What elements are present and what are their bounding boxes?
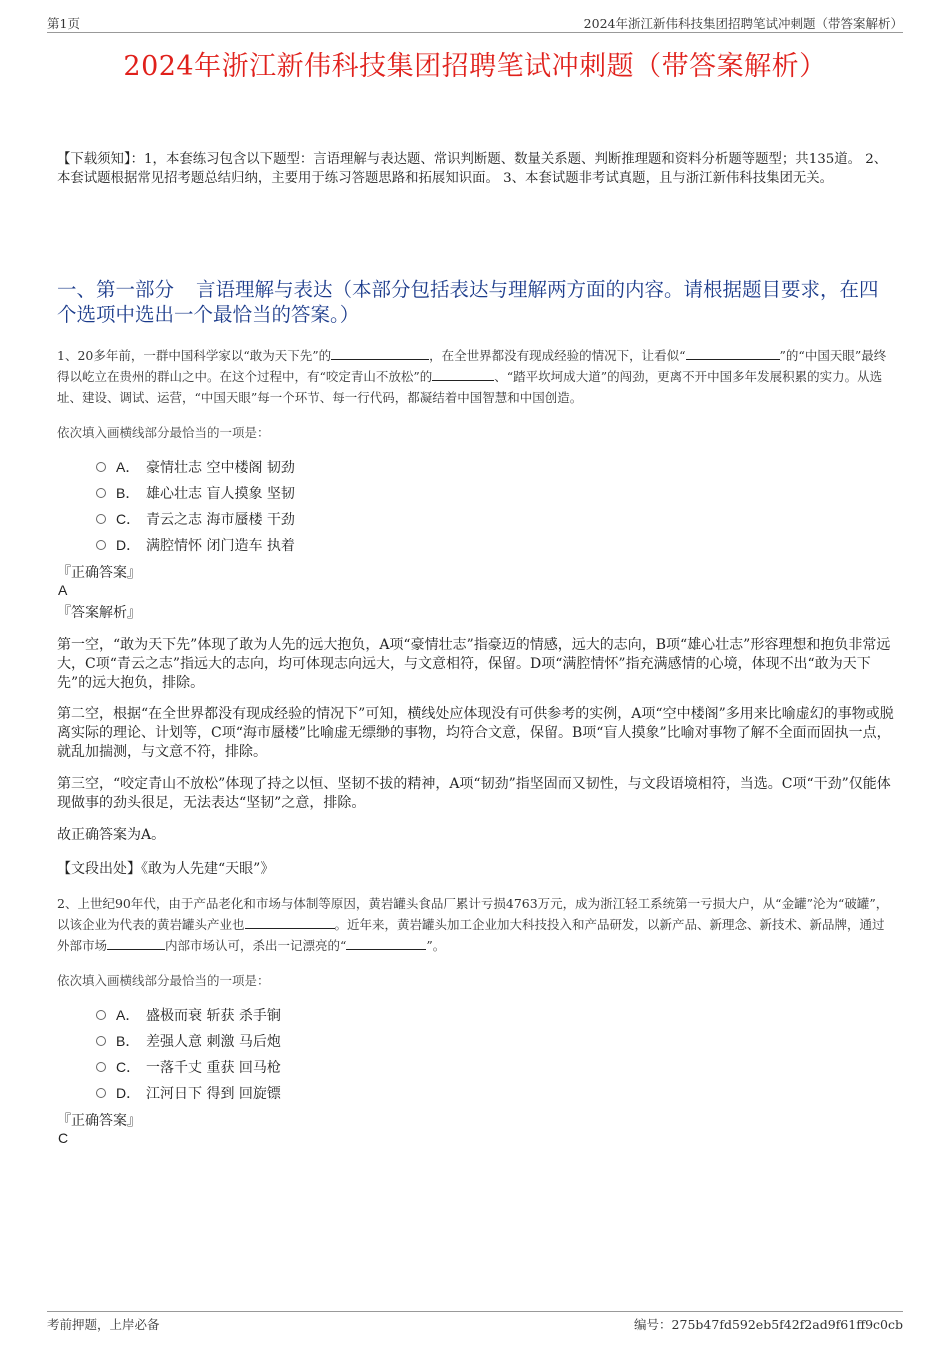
q1-text-3: ”的“中国天眼”最终得以屹立在贵州的群山之中。在这个过程中，有“咬定青山不放松”的: [57, 348, 887, 384]
q1-option-d[interactable]: D． 满腔情怀 闭门造车 执着: [96, 535, 295, 555]
q2-option-d[interactable]: D． 江河日下 得到 回旋镖: [96, 1083, 281, 1103]
radio-icon[interactable]: [96, 540, 106, 550]
q1-source: 【文段出处】《敢为人先建“天眼”》: [57, 861, 275, 877]
radio-icon[interactable]: [96, 1036, 106, 1046]
fill-blank: [686, 347, 780, 360]
q1-text-2: ，在全世界都没有现成经验的情况下，让看似“: [429, 348, 686, 363]
footer-slogan: 考前押题，上岸必备: [47, 1317, 160, 1332]
q2-text-1: 2、上世纪90年代，由于产品老化和市场与体制等原因，黄岩罐头食品厂累计亏损4763万元，成为浙江轻工系统第一亏损大户，从“金罐”沦为“破罐”，以该企业为代表的黄岩罐头产业也: [57, 896, 889, 932]
q1-text-4: 、“踏平坎坷成大道”的闯劲，更离不开中国多年发展积累的实力。从选址、建设、调试、运营，“中国天眼”每一个环节、每一行代码，都凝结着中国智慧和中国创造。: [57, 369, 883, 405]
q2-option-c[interactable]: C． 一落千丈 重获 回马枪: [96, 1057, 281, 1077]
section-part-label: 一、第一部分: [57, 278, 175, 301]
radio-icon[interactable]: [96, 1062, 106, 1072]
radio-icon[interactable]: [96, 1088, 106, 1098]
q1-option-a[interactable]: A． 豪情壮志 空中楼阁 韧劲: [96, 457, 295, 477]
fill-blank: [245, 916, 335, 929]
fill-blank: [331, 347, 429, 360]
radio-icon[interactable]: [96, 462, 106, 472]
radio-icon[interactable]: [96, 514, 106, 524]
q2-answer-label: 『正确答案』: [57, 1113, 141, 1129]
page-header: [47, 14, 903, 33]
page-number: 第1页: [47, 16, 80, 31]
q2-text-4: ”。: [426, 938, 446, 953]
q2-text-3: 内部市场认可，杀出一记漂亮的“: [165, 938, 347, 953]
q1-answer-label: 『正确答案』: [57, 565, 141, 581]
q2-text-2: 。近年来，黄岩罐头加工企业加大科技投入和产品研发，以新产品、新理念、新技术、新品牌，通过外部市场: [57, 917, 885, 953]
radio-icon[interactable]: [96, 1010, 106, 1020]
q1-option-c[interactable]: C． 青云之志 海市蜃楼 干劲: [96, 509, 295, 529]
footer-code: 编号：275b47fd592eb5f42f2ad9f61ff9c0cb: [634, 1317, 903, 1332]
q1-analysis-paragraph-1: 第一空，“敢为天下先”体现了敢为人先的远大抱负，A项“豪情壮志”指豪迈的情感，远大的志向，B项“雄心壮志”形容理想和抱负非常远大，C项“青云之志”指远大的志向，均可体现志向远大，与文意相符，保留。D项“满腔情怀”指充满感情的心境，体现不出“敢为天下先”的远大抱负，排除。: [57, 637, 891, 691]
q2-option-b[interactable]: B． 差强人意 刺激 马后炮: [96, 1031, 281, 1051]
q1-option-b[interactable]: B． 雄心壮志 盲人摸象 坚韧: [96, 483, 295, 503]
section-description: 言语理解与表达（本部分包括表达与理解两方面的内容。请根据题目要求，在四个选项中选出一个最恰当的答案。）: [57, 278, 879, 326]
q1-analysis-paragraph-2: 第二空，根据“在全世界都没有现成经验的情况下”可知，横线处应体现没有可供参考的实例，A项“空中楼阁”多用来比喻虚幻的事物或脱离实际的理论、计划等，C项“海市蜃楼”比喻虚无缥缈的事物，均符合文意，保留。B项“盲人摸象”比喻对事物了解不全面而固执一点，就乱加揣测，与文意不符，排除。: [57, 706, 894, 760]
question-2-stem: [57, 893, 895, 956]
fill-blank: [432, 368, 494, 381]
q2-prompt: 依次填入画横线部分最恰当的一项是：: [57, 973, 270, 988]
document-title: 2024年浙江新伟科技集团招聘笔试冲刺题（带答案解析）: [123, 51, 827, 82]
q2-answer: C: [58, 1130, 69, 1146]
q1-analysis-paragraph-3: 第三空，“咬定青山不放松”体现了持之以恒、坚韧不拔的精神，A项“韧劲”指坚固而又韧性，与文段语境相符，当选。C项“干劲”仅能体现做事的劲头很足，无法表达“坚韧”之意，排除。: [57, 776, 891, 811]
q1-text-1: 1、20多年前，一群中国科学家以“敢为天下先”的: [57, 348, 332, 363]
question-1-stem: [57, 345, 895, 408]
q1-answer: A: [58, 582, 68, 598]
q1-prompt: 依次填入画横线部分最恰当的一项是：: [57, 425, 270, 440]
radio-icon[interactable]: [96, 488, 106, 498]
q2-option-a[interactable]: A． 盛极而衰 斩获 杀手锏: [96, 1005, 281, 1025]
q1-analysis-label: 『答案解析』: [57, 605, 141, 621]
header-doc-title: 2024年浙江新伟科技集团招聘笔试冲刺题（带答案解析）: [583, 16, 903, 31]
download-notice: 【下载须知】：1，本套练习包含以下题型：言语理解与表达题、常识判断题、数量关系题、判断推理题和资料分析题等题型；共135道。 2、本套试题根据常见招考题总结归纳，主要用于练习答题思路和拓展知识面。 3、本套试题非考试真题，且与浙江新伟科技集团无关。: [57, 152, 888, 186]
q1-conclusion: 故正确答案为A。: [57, 827, 166, 843]
fill-blank: [346, 937, 426, 950]
fill-blank: [107, 937, 165, 950]
page-footer: [47, 1311, 903, 1332]
section-heading: [57, 277, 895, 327]
